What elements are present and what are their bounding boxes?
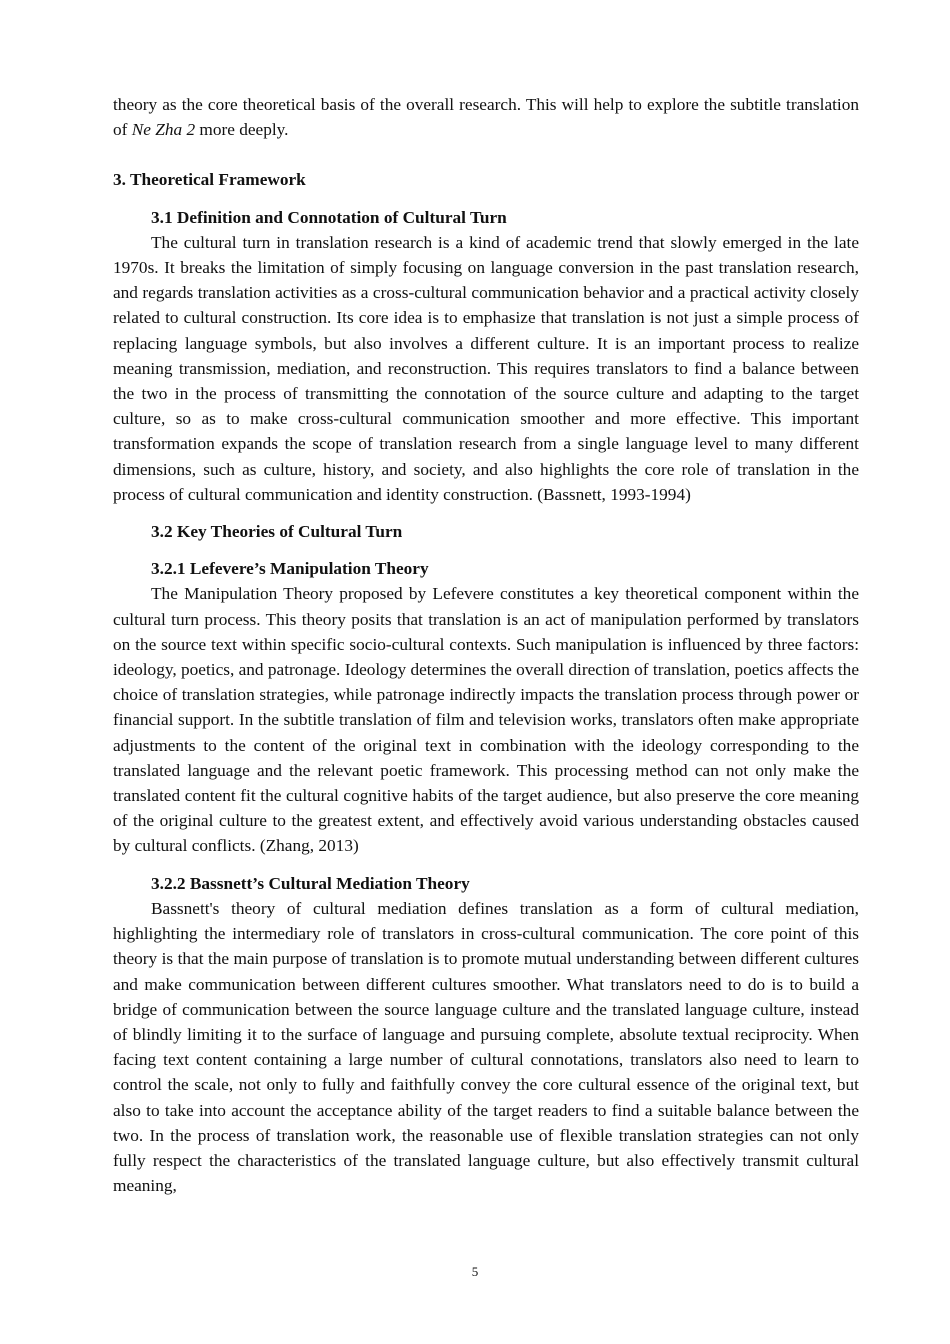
page-number: 5 — [471, 1264, 479, 1279]
section-3-2-2-paragraph: Bassnett's theory of cultural mediation defines translation as a form of cultural mediation, highlighting the intermediary role of translators in cross-cultural communication. The core point of this theory is that the main purpose of translation is to promote mutual understanding between different cultures and make communication between different cultures smoother. What translators need to do is to build a bridge of communication between the source language culture and the translated language culture, instead of blindly limiting it to the surface of language and pursuing complete, absolute textual reciprocity. When facing text content containing a large number of cultural connotations, translators also need to learn to control the scale, not only to fully and faithfully convey the core cultural essence of the original text, but also to take into account the acceptance ability of the target readers to find a suitable balance between the two. In the process of translation work, the reasonable use of flexible translation strategies can not only fully respect the characteristics of the translated language culture, but also effectively transmit cultural meaning, — [113, 898, 859, 1196]
section-3-2-heading: 3.2 Key Theories of Cultural Turn — [151, 522, 403, 542]
page-body — [113, 92, 859, 1198]
intro-paragraph — [113, 92, 859, 142]
section-3-heading: 3. Theoretical Framework — [113, 170, 306, 190]
section-3-1-paragraph: The cultural turn in translation research is a kind of academic trend that slowly emerged in the late 1970s. It breaks the limitation of simply focusing on language conversion in the past translation research, and regards translation activities as a cross-cultural communication behavior and a practical activity closely related to cultural construction. Its core idea is to emphasize that translation is not just a simple process of replacing language symbols, but also involves a different culture. It is an important process to realize meaning transmission, mediation, and reconstruction. This requires translators to find a balance between the two in the process of transmitting the connotation of the source culture and adapting to the target culture, so as to make cross-cultural communication smoother and more effective. This important transformation expands the scope of translation research from a single language level to many different dimensions, such as culture, history, and society, and also highlights the core role of translation in the process of cultural communication and identity construction. (Bassnett, 1993-1994) — [113, 232, 859, 504]
intro-text-before: theory as the core theoretical basis of the overall research. This will help to explore the subtitle translation of — [113, 95, 859, 140]
section-3-2-2-heading: 3.2.2 Bassnett’s Cultural Mediation Theory — [151, 873, 470, 893]
section-3-2-1-heading: 3.2.1 Lefevere’s Manipulation Theory — [151, 559, 429, 579]
intro-text-after: more deeply. — [195, 120, 289, 140]
section-3-1-heading: 3.1 Definition and Connotation of Cultural Turn — [151, 207, 507, 227]
section-3-2-1-paragraph: The Manipulation Theory proposed by Lefevere constitutes a key theoretical component within the cultural turn process. This theory posits that translation is an act of manipulation performed by translators on the source text within specific socio-cultural contexts. Such manipulation is influenced by three factors: ideology, poetics, and patronage. Ideology determines the overall direction of translation, poetics affects the choice of translation strategies, while patronage indirectly impacts the translation process through power or financial support. In the subtitle translation of film and television works, translators often make appropriate adjustments to the content of the original text in combination with the ideology corresponding to the translated language and the relevant poetic framework. This processing method can not only make the translated content fit the cultural cognitive habits of the target audience, but also preserve the core meaning of the original culture to the greatest extent, and effectively avoid various understanding obstacles caused by cultural conflicts. (Zhang, 2013) — [113, 584, 859, 856]
film-title: Ne Zha 2 — [131, 120, 196, 140]
